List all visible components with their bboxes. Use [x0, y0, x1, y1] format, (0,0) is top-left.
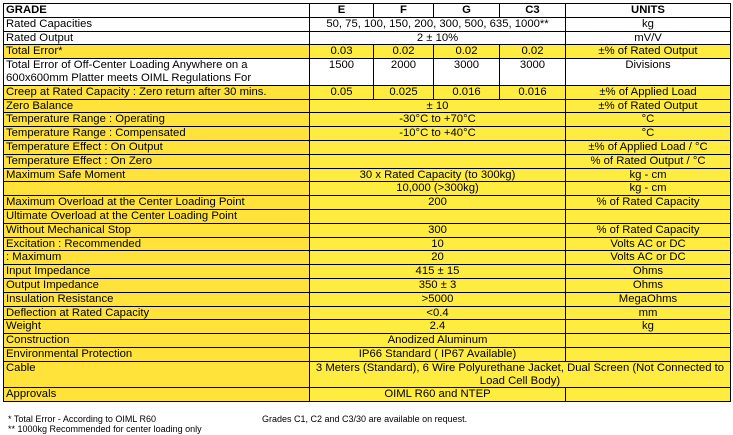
row-max-overload [4, 196, 731, 210]
row-insulation-resistance [4, 292, 731, 306]
row-label: Environmental Protection [4, 347, 310, 361]
row-units: ±% of Applied Load / °C [566, 140, 731, 154]
header-grade-e: E [310, 4, 374, 18]
row-label [4, 182, 310, 196]
row-value [310, 154, 566, 168]
row-units: % of Rated Capacity [566, 196, 731, 210]
row-units: % of Rated Capacity [566, 223, 731, 237]
row-value: Anodized Aluminum [310, 334, 566, 348]
row-label: Input Impedance [4, 265, 310, 279]
header-grade-g: G [434, 4, 500, 18]
footnote-total-error: * Total Error - According to OIML R60 [8, 414, 157, 424]
row-value: -10°C to +40°C [310, 127, 566, 141]
row-units: °C [566, 127, 731, 141]
header-grade-c3: C3 [500, 4, 566, 18]
row-units: Volts AC or DC [566, 237, 731, 251]
row-label: Total Error* [4, 45, 310, 59]
header-grade: GRADE [4, 4, 310, 18]
row-units: ±% of Rated Output [566, 45, 731, 59]
value-g: 0.02 [434, 45, 500, 59]
row-environmental-protection [4, 347, 731, 361]
row-label: Output Impedance [4, 278, 310, 292]
row-creep [4, 85, 731, 99]
row-label: Construction [4, 334, 310, 348]
row-temp-compensated [4, 127, 731, 141]
row-label: Maximum Overload at the Center Loading Point [4, 196, 310, 210]
row-label: Total Error of Off-Center Loading Anywhere on a 600x600mm Platter meets OIML Regulations For [4, 59, 310, 86]
row-value: 2 ± 10% [310, 31, 566, 45]
value-f: 0.02 [374, 45, 434, 59]
value-e: 0.03 [310, 45, 374, 59]
row-label: Temperature Range : Operating [4, 113, 310, 127]
value-e: 1500 [310, 59, 374, 86]
row-total-error [4, 45, 731, 59]
row-weight [4, 320, 731, 334]
value-e: 0.05 [310, 85, 374, 99]
row-value: >5000 [310, 292, 566, 306]
row-units: ±% of Applied Load [566, 85, 731, 99]
row-output-impedance [4, 278, 731, 292]
row-value [310, 209, 566, 223]
row-value [310, 140, 566, 154]
row-rated-output [4, 31, 731, 45]
row-label: Zero Balance [4, 99, 310, 113]
row-excitation-maximum [4, 251, 731, 265]
row-units: mm [566, 306, 731, 320]
row-input-impedance [4, 265, 731, 279]
row-label: : Maximum [4, 251, 310, 265]
row-value: <0.4 [310, 306, 566, 320]
row-units: Ohms [566, 265, 731, 279]
row-units: kg [566, 17, 731, 31]
row-label: Temperature Effect : On Zero [4, 154, 310, 168]
row-zero-balance [4, 99, 731, 113]
row-without-stop [4, 223, 731, 237]
row-value: 10,000 (>300kg) [310, 182, 566, 196]
row-label: Rated Capacities [4, 17, 310, 31]
header-grade-f: F [374, 4, 434, 18]
row-temp-effect-output [4, 140, 731, 154]
value-c3: 3000 [500, 59, 566, 86]
row-label: Approvals [4, 388, 310, 402]
row-label: Temperature Effect : On Output [4, 140, 310, 154]
row-label: Insulation Resistance [4, 292, 310, 306]
row-rated-capacities [4, 17, 731, 31]
row-label: Creep at Rated Capacity : Zero return after 30 mins. [4, 85, 310, 99]
row-max-safe-moment [4, 168, 731, 182]
row-label: Maximum Safe Moment [4, 168, 310, 182]
row-label: Temperature Range : Compensated [4, 127, 310, 141]
row-value: 20 [310, 251, 566, 265]
row-value: 30 x Rated Capacity (to 300kg) [310, 168, 566, 182]
row-label: Ultimate Overload at the Center Loading Point [4, 209, 310, 223]
footnote-grades: Grades C1, C2 and C3/30 are available on request. [262, 414, 468, 424]
row-excitation-recommended [4, 237, 731, 251]
row-temp-operating [4, 113, 731, 127]
row-units: MegaOhms [566, 292, 731, 306]
specification-table [3, 3, 731, 402]
row-value: OIML R60 and NTEP [310, 388, 566, 402]
row-value: 10 [310, 237, 566, 251]
value-g: 3000 [434, 59, 500, 86]
row-value: 415 ± 15 [310, 265, 566, 279]
row-label: Excitation : Recommended [4, 237, 310, 251]
value-g: 0.016 [434, 85, 500, 99]
row-units: mV/V [566, 31, 731, 45]
row-units: kg - cm [566, 168, 731, 182]
row-units: Divisions [566, 59, 731, 86]
row-value: 3 Meters (Standard), 6 Wire Polyurethane Jacket, Dual Screen (Not Connected to Load Cell Body) [310, 361, 731, 388]
header-row [4, 4, 731, 18]
value-c3: 0.02 [500, 45, 566, 59]
row-value: ± 10 [310, 99, 566, 113]
row-value: 200 [310, 196, 566, 210]
row-units: % of Rated Output / °C [566, 154, 731, 168]
row-value: 300 [310, 223, 566, 237]
row-construction [4, 334, 731, 348]
row-ultimate-overload [4, 209, 731, 223]
value-c3: 0.016 [500, 85, 566, 99]
row-approvals [4, 388, 731, 402]
row-off-center [4, 59, 731, 86]
row-value: IP66 Standard ( IP67 Available) [310, 347, 566, 361]
row-temp-effect-zero [4, 154, 731, 168]
row-units [566, 334, 731, 348]
value-f: 2000 [374, 59, 434, 86]
row-units: kg [566, 320, 731, 334]
row-label: Without Mechanical Stop [4, 223, 310, 237]
header-units: UNITS [566, 4, 731, 18]
row-label: Cable [4, 361, 310, 388]
row-units: kg - cm [566, 182, 731, 196]
row-units [566, 347, 731, 361]
row-value: -30°C to +70°C [310, 113, 566, 127]
row-units [566, 209, 731, 223]
row-cable [4, 361, 731, 388]
row-label: Rated Output [4, 31, 310, 45]
row-units [566, 388, 731, 402]
row-units: Ohms [566, 278, 731, 292]
row-deflection [4, 306, 731, 320]
row-units: °C [566, 113, 731, 127]
row-units: ±% of Rated Output [566, 99, 731, 113]
row-value: 50, 75, 100, 150, 200, 300, 500, 635, 1000** [310, 17, 566, 31]
row-value: 350 ± 3 [310, 278, 566, 292]
value-f: 0.025 [374, 85, 434, 99]
row-label: Deflection at Rated Capacity [4, 306, 310, 320]
row-units: Volts AC or DC [566, 251, 731, 265]
row-max-safe-moment-2 [4, 182, 731, 196]
row-value: 2.4 [310, 320, 566, 334]
footnote-center-loading: ** 1000kg Recommended for center loading only [8, 424, 202, 434]
row-label: Weight [4, 320, 310, 334]
